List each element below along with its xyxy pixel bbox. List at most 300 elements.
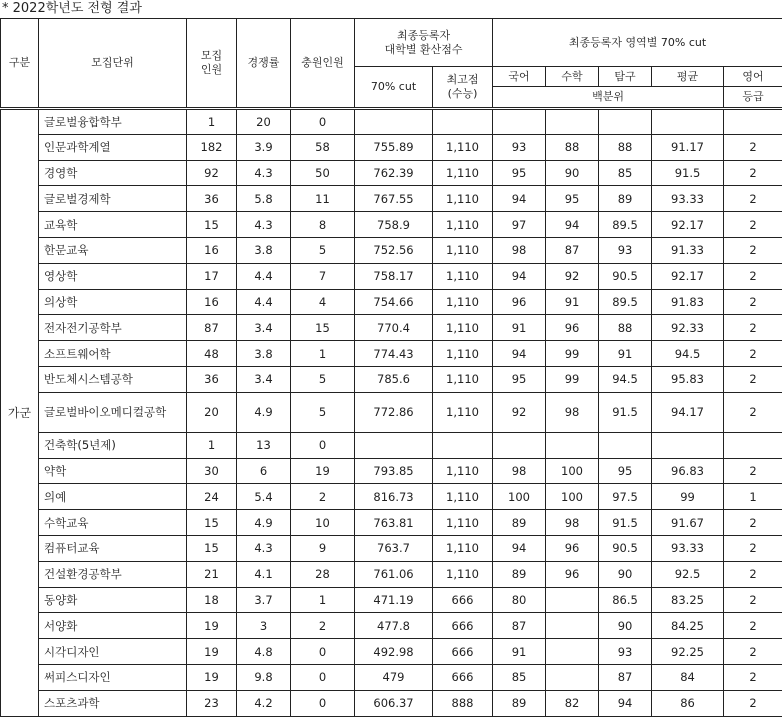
extra-count: 50: [291, 160, 355, 186]
quota: 48: [187, 341, 237, 367]
extra-count: 9: [291, 535, 355, 561]
math-percentile: 82: [546, 690, 599, 716]
korean-percentile: [493, 432, 546, 458]
table-row: [1, 639, 782, 665]
unit-name: 컴퓨터교육: [39, 535, 187, 561]
english-grade: 2: [724, 212, 782, 238]
table-row: [1, 289, 782, 315]
korean-percentile: 98: [493, 458, 546, 484]
quota: 16: [187, 289, 237, 315]
quota: 19: [187, 613, 237, 639]
cut70-score: 479: [355, 664, 433, 690]
competition-rate: 9.8: [237, 664, 291, 690]
korean-percentile: 94: [493, 186, 546, 212]
table-row: [1, 510, 782, 536]
top-score: 1,110: [433, 263, 493, 289]
extra-count: 5: [291, 366, 355, 392]
competition-rate: 4.3: [237, 160, 291, 186]
inquiry-percentile: 90.5: [599, 535, 652, 561]
group-label: 가군: [1, 109, 39, 717]
unit-name: 전자전기공학부: [39, 315, 187, 341]
top-score: 1,110: [433, 134, 493, 160]
english-grade: 2: [724, 366, 782, 392]
average-percentile: 92.5: [652, 561, 724, 587]
inquiry-percentile: 90: [599, 613, 652, 639]
page-title: * 2022학년도 전형 결과: [2, 1, 142, 16]
competition-rate: 3: [237, 613, 291, 639]
inquiry-percentile: 89.5: [599, 212, 652, 238]
math-percentile: 98: [546, 510, 599, 536]
header-percentile: 백분위: [493, 87, 724, 109]
competition-rate: 13: [237, 432, 291, 458]
quota: 19: [187, 664, 237, 690]
cut70-score: 477.8: [355, 613, 433, 639]
competition-rate: 20: [237, 109, 291, 135]
inquiry-percentile: 91.5: [599, 392, 652, 432]
average-percentile: 84: [652, 664, 724, 690]
unit-name: 경영학: [39, 160, 187, 186]
korean-percentile: 100: [493, 484, 546, 510]
average-percentile: 93.33: [652, 535, 724, 561]
top-score: [433, 432, 493, 458]
top-score: 1,110: [433, 186, 493, 212]
inquiry-percentile: [599, 432, 652, 458]
quota: 24: [187, 484, 237, 510]
average-percentile: 93.33: [652, 186, 724, 212]
english-grade: 2: [724, 186, 782, 212]
inquiry-percentile: [599, 109, 652, 135]
cut70-score: 761.06: [355, 561, 433, 587]
table-row: [1, 109, 782, 135]
table-row: [1, 263, 782, 289]
average-percentile: 92.17: [652, 212, 724, 238]
english-grade: 2: [724, 535, 782, 561]
extra-count: 58: [291, 134, 355, 160]
math-percentile: 91: [546, 289, 599, 315]
average-percentile: 92.33: [652, 315, 724, 341]
top-score: 1,110: [433, 535, 493, 561]
header-gubun: 구분: [1, 19, 39, 109]
unit-name: 스포츠과학: [39, 690, 187, 716]
inquiry-percentile: 87: [599, 664, 652, 690]
header-top-score-line2: (수능): [447, 87, 478, 100]
quota: 30: [187, 458, 237, 484]
header-cut70: 70% cut: [355, 67, 433, 109]
korean-percentile: 94: [493, 341, 546, 367]
cut70-score: [355, 109, 433, 135]
header-english: 영어: [724, 67, 782, 87]
table-row: [1, 134, 782, 160]
quota: 1: [187, 432, 237, 458]
top-score: 1,110: [433, 484, 493, 510]
header-grade: 등급: [724, 87, 782, 109]
korean-percentile: 89: [493, 690, 546, 716]
unit-name: 수학교육: [39, 510, 187, 536]
top-score: 1,110: [433, 561, 493, 587]
extra-count: 15: [291, 315, 355, 341]
unit-name: 건축학(5년제): [39, 432, 187, 458]
average-percentile: 91.83: [652, 289, 724, 315]
english-grade: 2: [724, 587, 782, 613]
quota: 20: [187, 392, 237, 432]
table-row: [1, 587, 782, 613]
math-percentile: [546, 432, 599, 458]
competition-rate: 4.4: [237, 289, 291, 315]
korean-percentile: 92: [493, 392, 546, 432]
cut70-score: 772.86: [355, 392, 433, 432]
quota: 21: [187, 561, 237, 587]
math-percentile: 87: [546, 237, 599, 263]
top-score: 666: [433, 664, 493, 690]
header-competition: 경쟁률: [237, 19, 291, 109]
table-row: [1, 484, 782, 510]
cut70-score: 758.9: [355, 212, 433, 238]
competition-rate: 4.2: [237, 690, 291, 716]
inquiry-percentile: 90: [599, 561, 652, 587]
extra-count: 0: [291, 639, 355, 665]
korean-percentile: 97: [493, 212, 546, 238]
table-header: [1, 19, 782, 109]
top-score: 1,110: [433, 289, 493, 315]
quota: 87: [187, 315, 237, 341]
table-row: [1, 237, 782, 263]
table-row: [1, 212, 782, 238]
korean-percentile: 94: [493, 263, 546, 289]
average-percentile: 91.33: [652, 237, 724, 263]
header-unit: 모집단위: [39, 19, 187, 109]
extra-count: 4: [291, 289, 355, 315]
header-average: 평균: [652, 67, 724, 87]
math-percentile: 95: [546, 186, 599, 212]
extra-count: 28: [291, 561, 355, 587]
cut70-score: 785.6: [355, 366, 433, 392]
math-percentile: 96: [546, 315, 599, 341]
competition-rate: 4.4: [237, 263, 291, 289]
korean-percentile: 96: [493, 289, 546, 315]
english-grade: 2: [724, 458, 782, 484]
english-grade: 2: [724, 510, 782, 536]
inquiry-percentile: 88: [599, 134, 652, 160]
quota: 15: [187, 212, 237, 238]
unit-name: 건설환경공학부: [39, 561, 187, 587]
inquiry-percentile: 93: [599, 639, 652, 665]
unit-name: 약학: [39, 458, 187, 484]
top-score: 666: [433, 587, 493, 613]
header-extra: 충원인원: [291, 19, 355, 109]
math-percentile: 90: [546, 160, 599, 186]
competition-rate: 4.8: [237, 639, 291, 665]
english-grade: 2: [724, 263, 782, 289]
cut70-score: 762.39: [355, 160, 433, 186]
header-final-score-line2: 대학별 환산점수: [384, 42, 463, 56]
korean-percentile: 85: [493, 664, 546, 690]
inquiry-percentile: 93: [599, 237, 652, 263]
extra-count: 10: [291, 510, 355, 536]
inquiry-percentile: 88: [599, 315, 652, 341]
extra-count: 2: [291, 613, 355, 639]
math-percentile: 100: [546, 484, 599, 510]
unit-name: 의예: [39, 484, 187, 510]
math-percentile: [546, 639, 599, 665]
quota: 182: [187, 134, 237, 160]
competition-rate: 3.4: [237, 315, 291, 341]
english-grade: 2: [724, 561, 782, 587]
quota: 18: [187, 587, 237, 613]
inquiry-percentile: 95: [599, 458, 652, 484]
table-row: [1, 535, 782, 561]
table-body: [1, 109, 782, 717]
cut70-score: 755.89: [355, 134, 433, 160]
unit-name: 의상학: [39, 289, 187, 315]
header-top-score: [433, 67, 493, 109]
header-inquiry: 탐구: [599, 67, 652, 87]
extra-count: 11: [291, 186, 355, 212]
header-final-score-group: [355, 19, 493, 67]
english-grade: [724, 432, 782, 458]
inquiry-percentile: 90.5: [599, 263, 652, 289]
average-percentile: 94.17: [652, 392, 724, 432]
top-score: 1,110: [433, 341, 493, 367]
extra-count: 5: [291, 392, 355, 432]
english-grade: 2: [724, 160, 782, 186]
unit-name: 한문교육: [39, 237, 187, 263]
quota: 23: [187, 690, 237, 716]
unit-name: 인문과학계열: [39, 134, 187, 160]
cut70-score: 767.55: [355, 186, 433, 212]
korean-percentile: 87: [493, 613, 546, 639]
unit-name: 글로벌융합학부: [39, 109, 187, 135]
top-score: 1,110: [433, 458, 493, 484]
competition-rate: 4.9: [237, 392, 291, 432]
extra-count: 7: [291, 263, 355, 289]
top-score: 1,110: [433, 366, 493, 392]
math-percentile: 100: [546, 458, 599, 484]
unit-name: 소프트웨어학: [39, 341, 187, 367]
korean-percentile: 94: [493, 535, 546, 561]
table-row: [1, 690, 782, 716]
table-row: [1, 315, 782, 341]
top-score: 1,110: [433, 392, 493, 432]
average-percentile: 91.17: [652, 134, 724, 160]
top-score: 1,110: [433, 237, 493, 263]
quota: 36: [187, 186, 237, 212]
inquiry-percentile: 89.5: [599, 289, 652, 315]
average-percentile: [652, 432, 724, 458]
average-percentile: 92.17: [652, 263, 724, 289]
average-percentile: 92.25: [652, 639, 724, 665]
korean-percentile: 98: [493, 237, 546, 263]
korean-percentile: 89: [493, 510, 546, 536]
cut70-score: 606.37: [355, 690, 433, 716]
competition-rate: 5.4: [237, 484, 291, 510]
unit-name: 글로벌경제학: [39, 186, 187, 212]
english-grade: 2: [724, 315, 782, 341]
average-percentile: 94.5: [652, 341, 724, 367]
average-percentile: 96.83: [652, 458, 724, 484]
cut70-score: 763.81: [355, 510, 433, 536]
korean-percentile: 89: [493, 561, 546, 587]
header-quota-line2: 인원: [200, 63, 223, 76]
average-percentile: 91.67: [652, 510, 724, 536]
extra-count: 0: [291, 690, 355, 716]
header-area-group: 최종등록자 영역별 70% cut: [493, 19, 782, 67]
math-percentile: [546, 587, 599, 613]
korean-percentile: 93: [493, 134, 546, 160]
cut70-score: 774.43: [355, 341, 433, 367]
math-percentile: 99: [546, 341, 599, 367]
competition-rate: 3.8: [237, 237, 291, 263]
inquiry-percentile: 91: [599, 341, 652, 367]
cut70-score: 793.85: [355, 458, 433, 484]
table-row: [1, 561, 782, 587]
cut70-score: 752.56: [355, 237, 433, 263]
admission-results-table: [0, 18, 782, 717]
english-grade: 2: [724, 639, 782, 665]
top-score: 1,110: [433, 510, 493, 536]
cut70-score: 471.19: [355, 587, 433, 613]
quota: 19: [187, 639, 237, 665]
extra-count: 2: [291, 484, 355, 510]
header-quota-line1: 모집: [200, 49, 223, 62]
average-percentile: 95.83: [652, 366, 724, 392]
extra-count: 0: [291, 432, 355, 458]
korean-percentile: 95: [493, 366, 546, 392]
header-math: 수학: [546, 67, 599, 87]
english-grade: 2: [724, 134, 782, 160]
math-percentile: 99: [546, 366, 599, 392]
english-grade: 2: [724, 613, 782, 639]
table-row: [1, 341, 782, 367]
math-percentile: 96: [546, 561, 599, 587]
math-percentile: 94: [546, 212, 599, 238]
cut70-score: 754.66: [355, 289, 433, 315]
korean-percentile: 95: [493, 160, 546, 186]
korean-percentile: 91: [493, 639, 546, 665]
average-percentile: 91.5: [652, 160, 724, 186]
english-grade: 2: [724, 341, 782, 367]
inquiry-percentile: 86.5: [599, 587, 652, 613]
quota: 17: [187, 263, 237, 289]
competition-rate: 3.9: [237, 134, 291, 160]
average-percentile: 84.25: [652, 613, 724, 639]
competition-rate: 3.8: [237, 341, 291, 367]
competition-rate: 4.3: [237, 535, 291, 561]
header-quota: [187, 19, 237, 109]
math-percentile: 98: [546, 392, 599, 432]
competition-rate: 6: [237, 458, 291, 484]
inquiry-percentile: 85: [599, 160, 652, 186]
extra-count: 8: [291, 212, 355, 238]
table-row: [1, 613, 782, 639]
quota: 15: [187, 510, 237, 536]
korean-percentile: 80: [493, 587, 546, 613]
competition-rate: 4.9: [237, 510, 291, 536]
math-percentile: 96: [546, 535, 599, 561]
header-top-score-line1: 최고점: [446, 73, 479, 86]
competition-rate: 4.3: [237, 212, 291, 238]
english-grade: 2: [724, 289, 782, 315]
extra-count: 0: [291, 109, 355, 135]
quota: 36: [187, 366, 237, 392]
table-row: [1, 160, 782, 186]
unit-name: 서양화: [39, 613, 187, 639]
math-percentile: 88: [546, 134, 599, 160]
extra-count: 1: [291, 341, 355, 367]
table-row: [1, 392, 782, 432]
unit-name: 써피스디자인: [39, 664, 187, 690]
inquiry-percentile: 89: [599, 186, 652, 212]
average-percentile: 83.25: [652, 587, 724, 613]
inquiry-percentile: 97.5: [599, 484, 652, 510]
inquiry-percentile: 91.5: [599, 510, 652, 536]
cut70-score: 816.73: [355, 484, 433, 510]
english-grade: 2: [724, 392, 782, 432]
top-score: 666: [433, 639, 493, 665]
unit-name: 영상학: [39, 263, 187, 289]
top-score: 1,110: [433, 212, 493, 238]
extra-count: 19: [291, 458, 355, 484]
inquiry-percentile: 94: [599, 690, 652, 716]
quota: 1: [187, 109, 237, 135]
cut70-score: 492.98: [355, 639, 433, 665]
extra-count: 0: [291, 664, 355, 690]
cut70-score: [355, 432, 433, 458]
english-grade: 2: [724, 237, 782, 263]
english-grade: 2: [724, 664, 782, 690]
english-grade: 1: [724, 484, 782, 510]
table-row: [1, 432, 782, 458]
inquiry-percentile: 94.5: [599, 366, 652, 392]
competition-rate: 3.7: [237, 587, 291, 613]
top-score: 1,110: [433, 160, 493, 186]
top-score: [433, 109, 493, 135]
korean-percentile: [493, 109, 546, 135]
competition-rate: 4.1: [237, 561, 291, 587]
math-percentile: [546, 613, 599, 639]
math-percentile: [546, 109, 599, 135]
unit-name: 동양화: [39, 587, 187, 613]
extra-count: 5: [291, 237, 355, 263]
quota: 15: [187, 535, 237, 561]
quota: 16: [187, 237, 237, 263]
unit-name: 글로벌바이오메디컬공학: [39, 392, 187, 432]
average-percentile: 99: [652, 484, 724, 510]
math-percentile: [546, 664, 599, 690]
header-final-score-line1: 최종등록자: [396, 28, 451, 42]
cut70-score: 763.7: [355, 535, 433, 561]
top-score: 666: [433, 613, 493, 639]
cut70-score: 770.4: [355, 315, 433, 341]
average-percentile: 86: [652, 690, 724, 716]
header-korean: 국어: [493, 67, 546, 87]
average-percentile: [652, 109, 724, 135]
competition-rate: 3.4: [237, 366, 291, 392]
korean-percentile: 91: [493, 315, 546, 341]
english-grade: 2: [724, 690, 782, 716]
cut70-score: 758.17: [355, 263, 433, 289]
top-score: 888: [433, 690, 493, 716]
unit-name: 반도체시스템공학: [39, 366, 187, 392]
competition-rate: 5.8: [237, 186, 291, 212]
table-row: [1, 664, 782, 690]
english-grade: [724, 109, 782, 135]
top-score: 1,110: [433, 315, 493, 341]
table-row: [1, 458, 782, 484]
table-row: [1, 186, 782, 212]
unit-name: 시각디자인: [39, 639, 187, 665]
table-row: [1, 366, 782, 392]
unit-name: 교육학: [39, 212, 187, 238]
